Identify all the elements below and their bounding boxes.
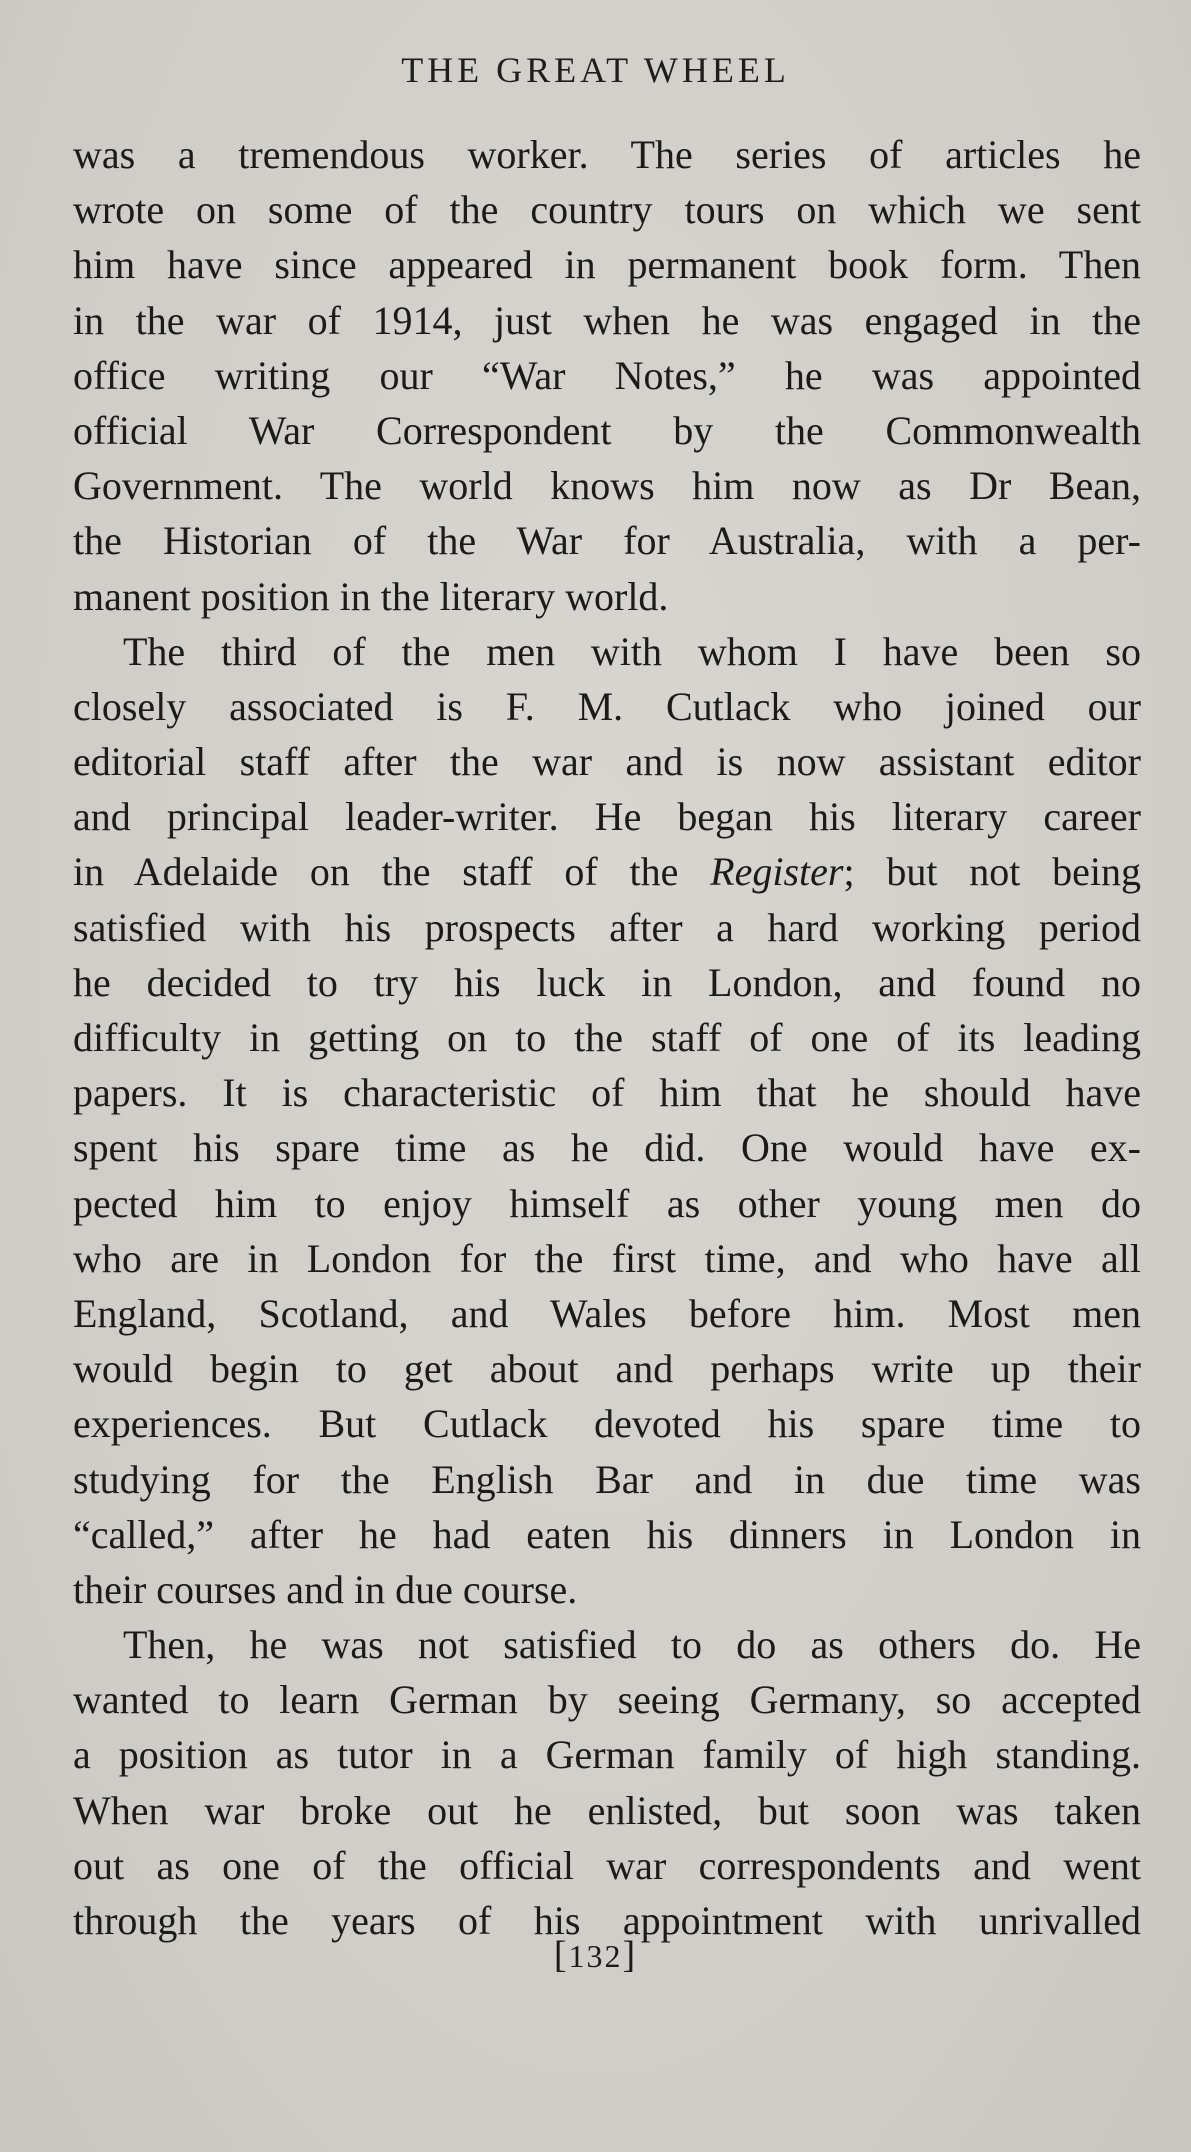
paragraph-3 [73, 1617, 1141, 1948]
text-line: closely associated is F. M. Cutlack who joined our [73, 683, 1141, 729]
text-line: pected him to enjoy himself as other young men do [73, 1180, 1141, 1226]
text-line: he decided to try his luck in London, and found no [73, 959, 1141, 1005]
text-line: office writing our “War Notes,” he was appointed [73, 352, 1141, 398]
text-line: through the years of his appointment with unrivalled [73, 1898, 1141, 1943]
paragraph-1 [73, 127, 1141, 624]
body-text [73, 127, 1141, 1948]
text-line: studying for the English Bar and in due time was [73, 1456, 1141, 1502]
text-line: “called,” after he had eaten his dinners in London in [73, 1511, 1141, 1557]
text-line: a position as tutor in a German family of high standing. [73, 1732, 1141, 1778]
text-line: wrote on some of the country tours on which we sent [73, 187, 1141, 233]
bracket-open: [ [553, 1934, 569, 1976]
text-line: official War Correspondent by the Commonwealth [73, 407, 1141, 453]
running-head: THE GREAT WHEEL [401, 50, 790, 90]
text-line: him have since appeared in permanent book form. Then [73, 242, 1141, 288]
text-line: Government. The world knows him now as Dr Bean, [73, 463, 1141, 509]
text-line: out as one of the official war correspondents and went [73, 1842, 1141, 1888]
paragraph-2 [73, 624, 1141, 1617]
text-line: Then, he was not satisfied to do as others do. He [123, 1622, 1141, 1668]
text-line: was a tremendous worker. The series of articles he [73, 132, 1141, 177]
text-line: satisfied with his prospects after a hard working period [73, 904, 1141, 950]
text-line: in the war of 1914, just when he was engaged in the [73, 297, 1141, 343]
text-line: When war broke out he enlisted, but soon was taken [73, 1787, 1141, 1833]
text-line: the Historian of the War for Australia, with a per- [73, 518, 1141, 564]
text-line: would begin to get about and perhaps write up their [73, 1346, 1141, 1392]
text-line: manent position in the literary world. [73, 573, 669, 619]
bracket-close: ] [622, 1934, 638, 1976]
text-line: spent his spare time as he did. One would have ex- [73, 1125, 1141, 1171]
text-line: experiences. But Cutlack devoted his spare time to [73, 1401, 1141, 1447]
text-line: who are in London for the first time, and who have all [73, 1235, 1141, 1281]
text-line: papers. It is characteristic of him that he should have [73, 1070, 1141, 1116]
page-number-value: 132 [568, 1938, 623, 1974]
text-line: difficulty in getting on to the staff of one of its leading [73, 1015, 1141, 1060]
text-line: The third of the men with whom I have been so [123, 628, 1141, 674]
text-line: and principal leader-writer. He began his literary career [73, 794, 1141, 840]
text-line: wanted to learn German by seeing Germany, so accepted [73, 1677, 1141, 1723]
text-line: their courses and in due course. [73, 1566, 578, 1612]
newspaper-title: Register [710, 849, 844, 895]
text-line: England, Scotland, and Wales before him. Most men [73, 1290, 1141, 1336]
text-line: editorial staff after the war and is now assistant editor [73, 739, 1141, 785]
text-line-register: in Adelaide on the staff of the Register; but not being [73, 849, 1141, 895]
page-number [0, 1930, 1191, 1981]
